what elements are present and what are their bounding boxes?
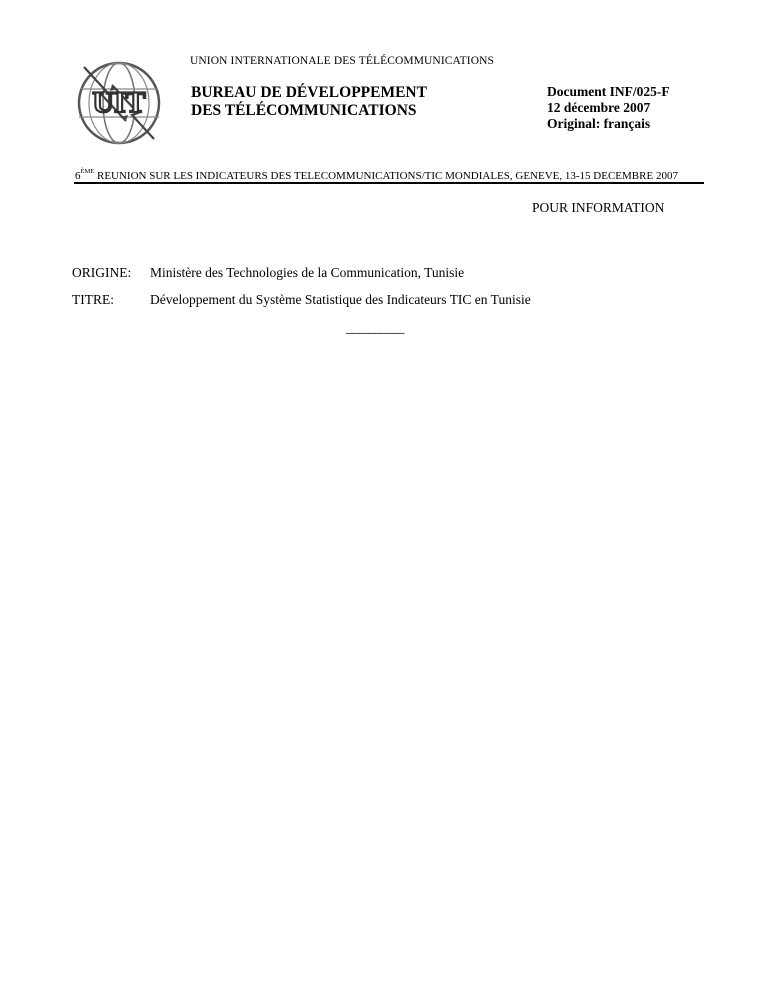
meeting-title-text: REUNION SUR LES INDICATEURS DES TELECOMMUNICATIONS/TIC MONDIALES, GENEVE, 13-15 DECEMBRE 2007 (94, 170, 678, 182)
itu-logo (66, 55, 172, 151)
logo-text: UIT (92, 86, 146, 119)
bureau-title (191, 84, 427, 120)
document-date: 12 décembre 2007 (547, 100, 651, 115)
meeting-ordinal-suffix: ÈME (80, 168, 95, 175)
origin-value: Ministère des Technologies de la Communication, Tunisie (150, 265, 465, 280)
bureau-line-1: BUREAU DE DÉVELOPPEMENT (191, 84, 427, 101)
document-number: Document INF/025-F (547, 84, 670, 99)
organization-name: UNION INTERNATIONALE DES TÉLÉCOMMUNICATIONS (190, 55, 495, 67)
meeting-ordinal: 6 (75, 170, 81, 182)
bureau-line-2: DES TÉLÉCOMMUNICATIONS (191, 102, 417, 119)
original-language: Original: français (547, 116, 651, 131)
origin-label: ORIGINE: (72, 265, 132, 280)
meeting-title (75, 168, 678, 182)
title-value: Développement du Système Statistique des Indicateurs TIC en Tunisie (150, 292, 531, 307)
title-label: TITRE: (72, 292, 114, 307)
end-separator: __________ (346, 320, 404, 335)
document-info (547, 84, 670, 132)
header-divider (74, 182, 704, 184)
purpose-label: POUR INFORMATION (532, 200, 665, 215)
